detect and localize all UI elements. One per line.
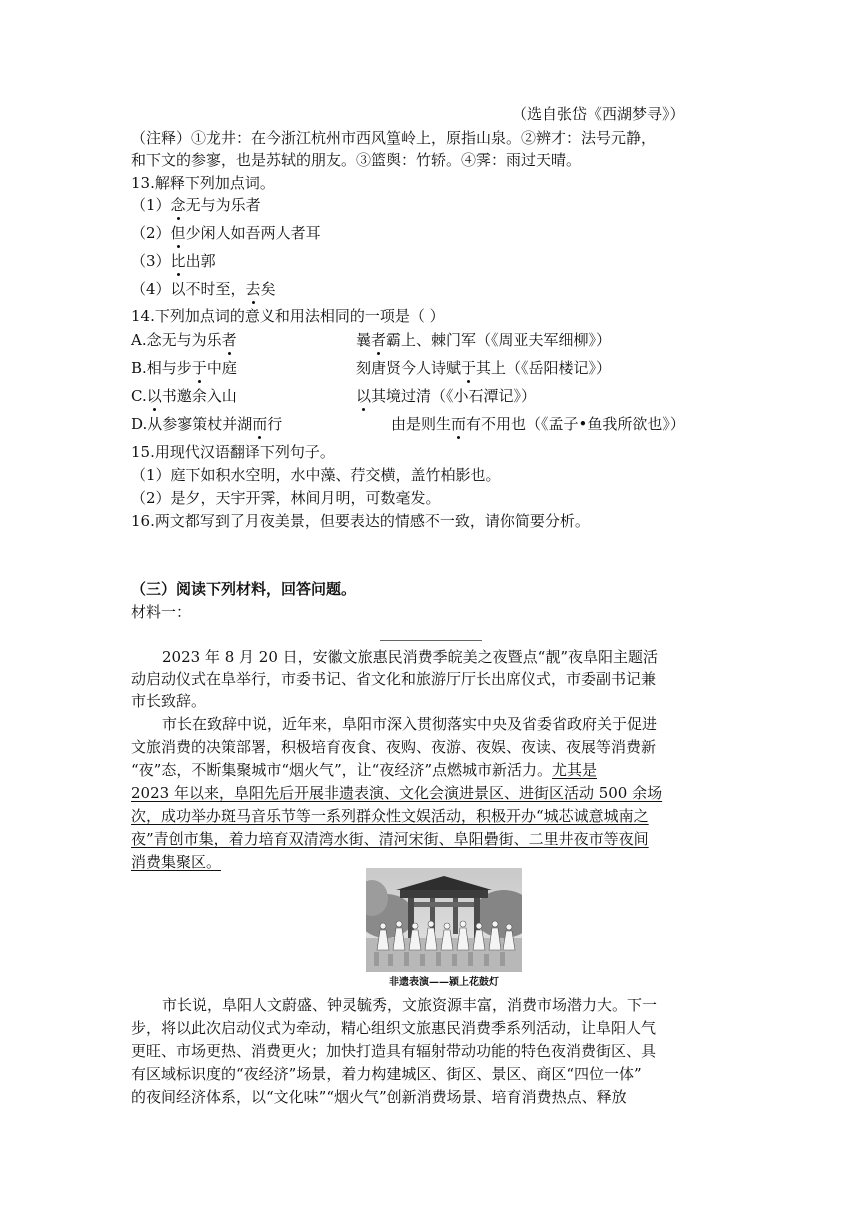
- article-p3-line-5: 的夜间经济体系，以“文化味”“烟火气”创新消费场景、培育消费热点、释放: [131, 1088, 627, 1106]
- article-p3-line-2: 步，将以此次启动仪式为牵动，精心组织文旅惠民消费季系列活动，让阜阳人气: [131, 1019, 657, 1037]
- question-14-option-d-right: 由是则生而有不用也（《孟子•鱼我所欲也》）: [391, 415, 685, 433]
- question-13-item-3: （3）比出郭: [131, 252, 216, 270]
- article-p2-underlined-line-5: 次，成功举办斑马音乐节等一系列群众性文娱活动，积极开办“城芯诚意城南之: [131, 807, 649, 825]
- emphasis-dot-word: 比: [170, 252, 186, 270]
- article-p2-underlined-line-6: 夜”青创市集，着力培育双清湾水街、清河宋街、阜阳礨街、二里井夜市等夜间: [131, 830, 649, 848]
- question-15-item-1: （1）庭下如积水空明，水中藻、荇交横，盖竹柏影也。: [131, 466, 501, 484]
- question-14-option-a-left: A.念无与为乐者: [131, 331, 237, 349]
- divider-line: [380, 640, 482, 641]
- question-15-title: 15.用现代汉语翻译下列句子。: [131, 443, 335, 461]
- article-p3-line-4: 有区域标识度的“夜经济”场景，着力构建城区、街区、景区、商区“四位一体”: [131, 1065, 642, 1083]
- emphasis-dot-word: 但: [170, 224, 186, 242]
- section-3-heading: （三）阅读下列材料，回答问题。: [131, 580, 357, 598]
- article-p2-underlined-line-7: 消费集聚区。: [131, 853, 222, 871]
- question-14-option-b-right: 刻唐贤今人诗赋于其上（《岳阳楼记》）: [356, 359, 612, 377]
- emphasis-dot-word: 于: [191, 359, 207, 377]
- article-p1-line-2: 动启动仪式在阜举行，市委书记、省文化和旅游厅厅长出席仪式，市委副书记兼: [131, 670, 657, 688]
- article-p3-line-3: 更旺、市场更热、消费更火；加快打造具有辐射带动功能的特色夜消费街区、具: [131, 1042, 657, 1060]
- question-14-title: 14.下列加点词的意义和用法相同的一项是（ ）: [131, 307, 445, 325]
- article-p2-line-1: 市长在致辞中说，近年来，阜阳市深入贯彻落实中央及省委省政府关于促进: [162, 715, 658, 733]
- question-14-option-c-left: C.以书邀余入山: [131, 387, 237, 405]
- question-13-item-4: （4）以不时至，去矣: [131, 280, 276, 298]
- question-13-item-2: （2）但少闲人如吾两人者耳: [131, 224, 321, 242]
- photo-caption: 非遗表演——颍上花鼓灯: [389, 977, 499, 988]
- performance-photo-illustration: [366, 868, 522, 972]
- emphasis-dot-word: 念: [170, 196, 186, 214]
- emphasis-dot-word: 以: [356, 387, 372, 405]
- emphasis-dot-word: 者: [221, 331, 237, 349]
- question-14-option-d-left: D.从参寥策杖并湖而行: [131, 415, 283, 433]
- question-13-item-1: （1）念无与为乐者: [131, 196, 261, 214]
- photo-flower-drum-performance: [366, 868, 522, 972]
- source-citation: （选自张岱《西湖梦寻》）: [512, 105, 685, 123]
- article-p2-line-2: 文旅消费的决策部署，积极培育夜食、夜购、夜游、夜娱、夜读、夜展等消费新: [131, 738, 657, 756]
- emphasis-dot-word: 以: [146, 387, 162, 405]
- article-p1-line-1: 2023 年 8 月 20 日，安徽文旅惠民消费季皖美之夜暨点“靓”夜阜阳主题活: [162, 648, 658, 666]
- emphasis-dot-word: 去: [245, 280, 261, 298]
- question-14-option-c-right: 以其境过清（《小石潭记》）: [356, 387, 537, 405]
- material-1-label: 材料一：: [131, 603, 192, 621]
- notes-line-2: 和下文的参寥，也是苏轼的朋友。③篮舆：竹轿。④霁：雨过天晴。: [131, 151, 582, 169]
- question-13-title: 13.解释下列加点词。: [131, 174, 275, 192]
- emphasis-dot-word: 者: [371, 331, 387, 349]
- underlined-text: 尤其是: [552, 761, 598, 779]
- notes-line-1: （注释）①龙井：在今浙江杭州市西风篁岭上，原指山泉。②辨才：法号元静，: [131, 129, 657, 147]
- question-14-option-a-right: 曩者霸上、棘门军（《周亚夫军细柳》）: [356, 331, 612, 349]
- question-15-item-2: （2）是夕，天宇开霁，林间月明，可数毫发。: [131, 489, 441, 507]
- emphasis-dot-word: 而: [252, 415, 268, 433]
- article-p2-line-3: “夜”态，不断集聚城市“烟火气”，让“夜经济”点燃城市新活力。尤其是: [131, 761, 598, 779]
- question-16: 16.两文都写到了月夜美景，但要表达的情感不一致，请你简要分析。: [131, 512, 590, 530]
- article-p2-underlined-line-4: 2023 年以来，阜阳先后开展非遗表演、文化会演进景区、进街区活动 500 余场: [131, 784, 663, 802]
- article-p1-line-3: 市长致辞。: [131, 692, 207, 710]
- emphasis-dot-word: 于: [461, 359, 477, 377]
- emphasis-dot-word: 而: [451, 415, 467, 433]
- article-p3-line-1: 市长说，阜阳人文蔚盛、钟灵毓秀，文旅资源丰富，消费市场潜力大。下一: [162, 996, 658, 1014]
- question-14-option-b-left: B.相与步于中庭: [131, 359, 237, 377]
